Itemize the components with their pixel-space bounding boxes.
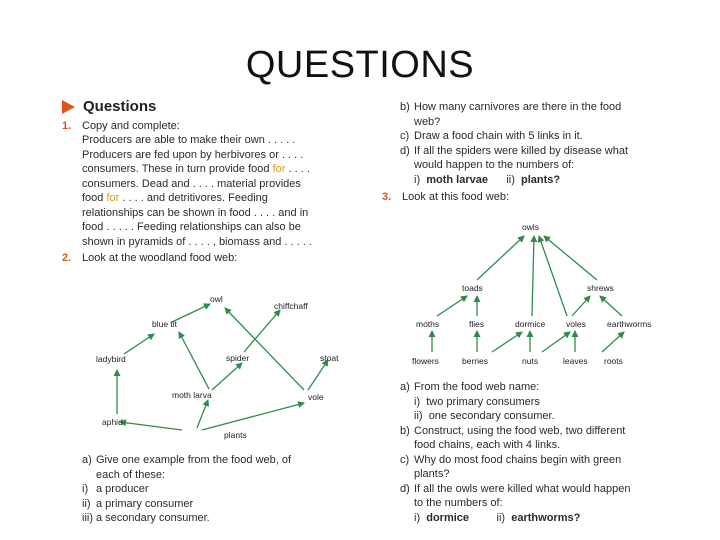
question-2	[62, 251, 362, 266]
q2d-options: i) moth larvae ii) plants?	[414, 173, 561, 186]
web-label-flies: flies	[469, 319, 485, 329]
web-label-stoat: stoat	[320, 353, 339, 363]
web-label-leaves: leaves	[563, 356, 588, 366]
q2-intro: Look at the woodland food web:	[82, 252, 238, 264]
web-label-owl: owl	[210, 294, 223, 304]
question-number: 2.	[62, 252, 72, 264]
q2a-item: ii) a primary consumer	[82, 497, 194, 510]
q2-part-c: c) Draw a food chain with 5 links in it.	[400, 130, 583, 142]
q3-part-d: d) If all the owls were killed what would happen to the numbers of: i) dormice ii) earthworms?	[400, 482, 672, 526]
arrow-plants-vole	[202, 403, 304, 430]
web-label-owls: owls	[522, 222, 540, 232]
q1-line: consumers. These in turn provide food for . . . .	[82, 163, 310, 175]
q2a-item: i) a producer	[82, 483, 149, 495]
q2-part-d: d) If all the spiders were killed by disease what would happen to the numbers of: i) moth larvae ii) plants?	[400, 144, 672, 188]
food-web-q3	[402, 218, 672, 378]
arrow-dormice-owls	[532, 236, 534, 316]
arrow-vole-owl	[225, 308, 304, 390]
web-label-aphid: aphid	[102, 417, 123, 427]
web-label-spider: spider	[226, 353, 250, 363]
question-1	[62, 119, 362, 250]
web-label-earthworms: earthworms	[607, 319, 652, 329]
arrow-nuts-voles	[542, 332, 570, 352]
highlight-word: for	[272, 163, 286, 175]
web-label-vole: vole	[308, 392, 324, 402]
q1-line: food . . . . . Feeding relationships can also be	[82, 221, 301, 233]
q1-line: shown in pyramids of . . . . , biomass and . . . . .	[82, 235, 312, 248]
arrow-mothlarva-bluetit	[179, 332, 209, 389]
web-label-shrews: shrews	[587, 283, 614, 293]
web-label-blue-tit: blue tit	[152, 319, 178, 329]
highlight-word: for	[106, 192, 120, 204]
q1-line: food for . . . . and detritivores. Feeding	[82, 192, 268, 204]
worksheet-page	[62, 100, 672, 530]
arrow-bluetit-owl	[172, 304, 210, 322]
section-heading-text: Questions	[83, 98, 157, 115]
web-label-chiffchaff: chiffchaff	[274, 301, 308, 311]
q3d-options: i) dormice ii) earthworms?	[414, 511, 581, 524]
q2-part-a	[82, 453, 362, 526]
q3-intro: Look at this food web:	[402, 191, 510, 203]
arrow-toads-owls	[477, 236, 524, 280]
web-label-moths: moths	[416, 319, 440, 329]
web-label-moth-larva: moth larva	[172, 390, 212, 400]
q1-line: Copy and complete:	[82, 119, 180, 132]
web-label-nuts: nuts	[522, 356, 539, 366]
question-number: 3.	[382, 191, 392, 203]
q3-part-b: b) Construct, using the food web, two different food chains, each with 4 links.	[400, 424, 626, 451]
web-label-voles: voles	[566, 319, 586, 329]
arrow-roots-earthworms	[602, 332, 624, 352]
web-label-plants: plants	[224, 430, 247, 440]
slide-title: QUESTIONS	[245, 44, 475, 86]
q2a-line: Give one example from the food web, of	[96, 454, 292, 466]
arrow-ladybird-bluetit	[124, 334, 154, 354]
arrow-plants-aphid	[120, 422, 182, 430]
arrow-berries-dormice	[492, 332, 522, 352]
arrow-plants-mothlarva	[197, 400, 208, 428]
q3-parts	[400, 380, 672, 525]
q2a-item: iii) a secondary consumer.	[82, 512, 210, 524]
web-label-flowers: flowers	[412, 356, 439, 366]
q1-line: relationships can be shown in food . . . . and in	[82, 206, 309, 219]
web-label-roots: roots	[604, 356, 623, 366]
q3-part-a: a) From the food web name: i) two primary consumers ii) one secondary consumer.	[400, 381, 555, 422]
play-triangle-icon	[62, 100, 75, 114]
question-number: 1.	[62, 119, 72, 132]
arrow-voles-shrews	[572, 296, 590, 316]
q2a-line: each of these:	[96, 468, 166, 481]
web-label-ladybird: ladybird	[96, 354, 126, 364]
arrow-voles-owls	[539, 236, 567, 316]
left-column	[62, 98, 362, 524]
sub-label: a)	[82, 454, 92, 466]
arrow-moths-toads	[437, 296, 467, 316]
q1-line: Producers are able to make their own . . . . .	[82, 134, 296, 146]
q2-part-b: b) How many carnivores are there in the food web?	[400, 101, 622, 128]
woodland-food-web	[92, 290, 362, 445]
q1-line: Producers are fed upon by herbivores or . . . .	[82, 148, 304, 161]
web-label-berries: berries	[462, 356, 488, 366]
web-label-dormice: dormice	[515, 319, 546, 329]
web-label-toads: toads	[462, 283, 483, 293]
arrow-earthworms-shrews	[600, 296, 622, 316]
right-column	[382, 100, 672, 524]
q3-part-c: c) Why do most food chains begin with green plants?	[400, 453, 622, 480]
arrow-vole-stoat	[308, 360, 328, 390]
arrow-mothlarva-spider	[212, 363, 242, 390]
question-3	[382, 190, 672, 205]
section-heading	[62, 100, 362, 115]
q1-line: consumers. Dead and . . . . material provides	[82, 177, 301, 190]
